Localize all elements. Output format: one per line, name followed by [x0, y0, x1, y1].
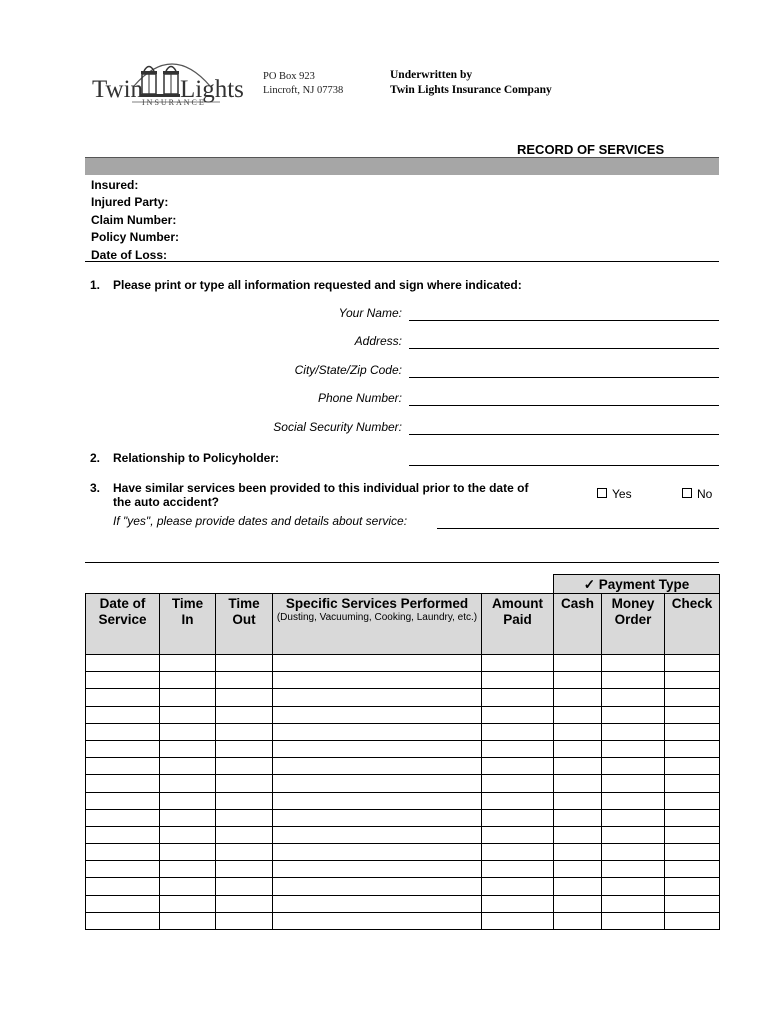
cash-cell[interactable] — [554, 740, 602, 757]
amount-cell[interactable] — [482, 706, 554, 723]
money-order-cell[interactable] — [602, 706, 665, 723]
cash-cell[interactable] — [554, 689, 602, 706]
services-cell[interactable] — [273, 809, 482, 826]
time-in-cell[interactable] — [160, 689, 216, 706]
time-out-cell[interactable] — [216, 775, 273, 792]
check-cell[interactable] — [665, 655, 720, 672]
check-cell[interactable] — [665, 723, 720, 740]
date-cell[interactable] — [86, 792, 160, 809]
cash-cell[interactable] — [554, 895, 602, 912]
date-cell[interactable] — [86, 672, 160, 689]
date-cell[interactable] — [86, 723, 160, 740]
q1-text: Please print or type all information requested and sign where indicated: — [113, 278, 522, 292]
col-date-of-service: Date of Service — [86, 594, 160, 655]
services-cell[interactable] — [273, 723, 482, 740]
check-cell[interactable] — [665, 861, 720, 878]
services-cell[interactable] — [273, 844, 482, 861]
amount-cell[interactable] — [482, 878, 554, 895]
city-state-zip-label: City/State/Zip Code: — [294, 363, 402, 377]
address-field[interactable] — [409, 348, 719, 349]
money-order-cell[interactable] — [602, 844, 665, 861]
amount-cell[interactable] — [482, 826, 554, 843]
checkbox-icon — [682, 488, 692, 498]
time-out-cell[interactable] — [216, 809, 273, 826]
col-money-order: Money Order — [602, 594, 665, 655]
money-order-cell[interactable] — [602, 792, 665, 809]
date-cell[interactable] — [86, 689, 160, 706]
time-in-cell[interactable] — [160, 826, 216, 843]
check-cell[interactable] — [665, 895, 720, 912]
services-cell[interactable] — [273, 672, 482, 689]
cash-cell[interactable] — [554, 792, 602, 809]
time-out-cell[interactable] — [216, 912, 273, 929]
time-in-cell[interactable] — [160, 895, 216, 912]
check-cell[interactable] — [665, 878, 720, 895]
table-row — [86, 912, 720, 929]
check-cell[interactable] — [665, 844, 720, 861]
time-out-cell[interactable] — [216, 758, 273, 775]
amount-cell[interactable] — [482, 740, 554, 757]
services-table-body — [86, 655, 720, 930]
money-order-cell[interactable] — [602, 912, 665, 929]
services-cell[interactable] — [273, 861, 482, 878]
amount-cell[interactable] — [482, 672, 554, 689]
col-time-in: Time In — [160, 594, 216, 655]
time-in-cell[interactable] — [160, 775, 216, 792]
ssn-field[interactable] — [409, 434, 719, 435]
date-cell[interactable] — [86, 809, 160, 826]
time-in-cell[interactable] — [160, 758, 216, 775]
time-out-cell[interactable] — [216, 655, 273, 672]
check-cell[interactable] — [665, 826, 720, 843]
city-state-zip-field[interactable] — [409, 377, 719, 378]
table-row — [86, 861, 720, 878]
date-cell[interactable] — [86, 844, 160, 861]
q2-text: Relationship to Policyholder: — [113, 451, 280, 465]
cash-cell[interactable] — [554, 826, 602, 843]
services-cell[interactable] — [273, 758, 482, 775]
yes-label: Yes — [612, 487, 632, 501]
date-cell[interactable] — [86, 895, 160, 912]
services-table — [85, 574, 720, 930]
info-policy-number: Policy Number: — [91, 230, 180, 245]
check-cell[interactable] — [665, 792, 720, 809]
mailing-address — [263, 70, 343, 98]
q3-number: 3. — [90, 481, 101, 495]
services-cell[interactable] — [273, 792, 482, 809]
date-cell[interactable] — [86, 775, 160, 792]
q2-number: 2. — [90, 451, 101, 465]
relationship-field[interactable] — [409, 465, 719, 466]
info-claim-number: Claim Number: — [91, 212, 177, 227]
check-cell[interactable] — [665, 809, 720, 826]
ssn-label: Social Security Number: — [273, 420, 402, 434]
amount-cell[interactable] — [482, 775, 554, 792]
services-cell[interactable] — [273, 775, 482, 792]
time-out-cell[interactable] — [216, 706, 273, 723]
table-row — [86, 844, 720, 861]
table-row — [86, 775, 720, 792]
checkbox-icon — [597, 488, 607, 498]
q3-text-line-1: Have similar services been provided to this individual prior to the date of — [113, 481, 529, 495]
q3-text-line-2: the auto accident? — [113, 495, 220, 509]
col-cash: Cash — [554, 594, 602, 655]
table-row — [86, 723, 720, 740]
address-label: Address: — [354, 334, 402, 348]
your-name-label: Your Name: — [338, 306, 402, 320]
cash-cell[interactable] — [554, 809, 602, 826]
phone-number-field[interactable] — [409, 405, 719, 406]
check-cell[interactable] — [665, 775, 720, 792]
logo-word-lights: Lights — [180, 76, 244, 103]
time-out-cell[interactable] — [216, 689, 273, 706]
no-checkbox[interactable] — [682, 487, 712, 501]
table-row — [86, 672, 720, 689]
table-row — [86, 706, 720, 723]
cash-cell[interactable] — [554, 723, 602, 740]
table-row — [86, 740, 720, 757]
time-in-cell[interactable] — [160, 740, 216, 757]
services-cell[interactable] — [273, 895, 482, 912]
services-cell[interactable] — [273, 912, 482, 929]
col-specific-services: Specific Services Performed (Dusting, Vacuuming, Cooking, Laundry, etc.) — [273, 594, 482, 655]
check-cell[interactable] — [665, 689, 720, 706]
table-row — [86, 809, 720, 826]
time-out-cell[interactable] — [216, 861, 273, 878]
time-out-cell[interactable] — [216, 792, 273, 809]
title-divider-bar — [85, 157, 719, 175]
money-order-cell[interactable] — [602, 758, 665, 775]
address-line-2: Lincroft, NJ 07738 — [263, 85, 344, 96]
twin-lights-logo — [92, 46, 254, 108]
amount-cell[interactable] — [482, 723, 554, 740]
header-spacer — [86, 575, 554, 594]
money-order-cell[interactable] — [602, 809, 665, 826]
time-out-cell[interactable] — [216, 826, 273, 843]
time-out-cell[interactable] — [216, 740, 273, 757]
no-label: No — [697, 487, 713, 501]
time-in-cell[interactable] — [160, 706, 216, 723]
date-cell[interactable] — [86, 740, 160, 757]
services-cell[interactable] — [273, 706, 482, 723]
logo-word-twin: Twin — [92, 76, 144, 103]
logo-subtitle: INSURANCE — [142, 98, 206, 107]
table-row — [86, 895, 720, 912]
time-in-cell[interactable] — [160, 878, 216, 895]
info-insured: Insured: — [91, 178, 139, 192]
money-order-cell[interactable] — [602, 672, 665, 689]
services-cell[interactable] — [273, 826, 482, 843]
date-cell[interactable] — [86, 706, 160, 723]
cash-cell[interactable] — [554, 861, 602, 878]
time-in-cell[interactable] — [160, 809, 216, 826]
money-order-cell[interactable] — [602, 740, 665, 757]
time-in-cell[interactable] — [160, 912, 216, 929]
services-examples-note: (Dusting, Vacuuming, Cooking, Laundry, etc.) — [276, 612, 478, 623]
services-cell[interactable] — [273, 740, 482, 757]
money-order-cell[interactable] — [602, 775, 665, 792]
amount-cell[interactable] — [482, 655, 554, 672]
time-out-cell[interactable] — [216, 878, 273, 895]
cash-cell[interactable] — [554, 844, 602, 861]
info-date-of-loss: Date of Loss: — [91, 247, 168, 262]
services-cell[interactable] — [273, 689, 482, 706]
table-row — [86, 758, 720, 775]
cash-cell[interactable] — [554, 912, 602, 929]
time-in-cell[interactable] — [160, 655, 216, 672]
amount-cell[interactable] — [482, 861, 554, 878]
check-cell[interactable] — [665, 912, 720, 929]
address-line-1: PO Box 923 — [263, 71, 315, 82]
check-cell[interactable] — [665, 672, 720, 689]
section-divider-2 — [85, 562, 719, 563]
check-cell[interactable] — [665, 758, 720, 775]
amount-cell[interactable] — [482, 912, 554, 929]
amount-cell[interactable] — [482, 895, 554, 912]
underwriter-line-2: Twin Lights Insurance Company — [390, 84, 552, 96]
page-title: RECORD OF SERVICES — [517, 142, 665, 157]
table-row — [86, 792, 720, 809]
time-out-cell[interactable] — [216, 844, 273, 861]
date-cell[interactable] — [86, 861, 160, 878]
q1-number: 1. — [90, 278, 101, 292]
time-in-cell[interactable] — [160, 672, 216, 689]
amount-cell[interactable] — [482, 809, 554, 826]
cash-cell[interactable] — [554, 878, 602, 895]
col-amount-paid: Amount Paid — [482, 594, 554, 655]
time-out-cell[interactable] — [216, 723, 273, 740]
table-row — [86, 878, 720, 895]
money-order-cell[interactable] — [602, 826, 665, 843]
cash-cell[interactable] — [554, 706, 602, 723]
payment-type-header: ✓ Payment Type — [554, 575, 720, 594]
table-row — [86, 689, 720, 706]
q3-followup-label: If "yes", please provide dates and details about service: — [113, 514, 408, 528]
phone-number-label: Phone Number: — [317, 391, 402, 405]
claim-info-list — [91, 177, 179, 264]
time-in-cell[interactable] — [160, 723, 216, 740]
date-cell[interactable] — [86, 878, 160, 895]
cash-cell[interactable] — [554, 775, 602, 792]
info-injured-party: Injured Party: — [91, 195, 169, 210]
prior-services-details-field[interactable] — [437, 528, 719, 529]
time-out-cell[interactable] — [216, 672, 273, 689]
check-cell[interactable] — [665, 706, 720, 723]
cash-cell[interactable] — [554, 672, 602, 689]
money-order-cell[interactable] — [602, 689, 665, 706]
table-row — [86, 826, 720, 843]
col-time-out: Time Out — [216, 594, 273, 655]
yes-checkbox[interactable] — [597, 487, 632, 501]
date-cell[interactable] — [86, 655, 160, 672]
money-order-cell[interactable] — [602, 723, 665, 740]
date-cell[interactable] — [86, 826, 160, 843]
time-in-cell[interactable] — [160, 844, 216, 861]
amount-cell[interactable] — [482, 758, 554, 775]
money-order-cell[interactable] — [602, 655, 665, 672]
amount-cell[interactable] — [482, 792, 554, 809]
services-cell[interactable] — [273, 878, 482, 895]
cash-cell[interactable] — [554, 758, 602, 775]
time-in-cell[interactable] — [160, 861, 216, 878]
table-row — [86, 655, 720, 672]
underwriter-line-1: Underwritten by — [390, 69, 473, 81]
money-order-cell[interactable] — [602, 895, 665, 912]
amount-cell[interactable] — [482, 844, 554, 861]
underwriter-block — [390, 68, 552, 98]
services-cell[interactable] — [273, 655, 482, 672]
amount-cell[interactable] — [482, 689, 554, 706]
date-cell[interactable] — [86, 758, 160, 775]
section-divider — [85, 261, 719, 262]
cash-cell[interactable] — [554, 655, 602, 672]
col-check: Check — [665, 594, 720, 655]
time-in-cell[interactable] — [160, 792, 216, 809]
time-out-cell[interactable] — [216, 895, 273, 912]
check-cell[interactable] — [665, 740, 720, 757]
date-cell[interactable] — [86, 912, 160, 929]
money-order-cell[interactable] — [602, 861, 665, 878]
money-order-cell[interactable] — [602, 878, 665, 895]
your-name-field[interactable] — [409, 320, 719, 321]
